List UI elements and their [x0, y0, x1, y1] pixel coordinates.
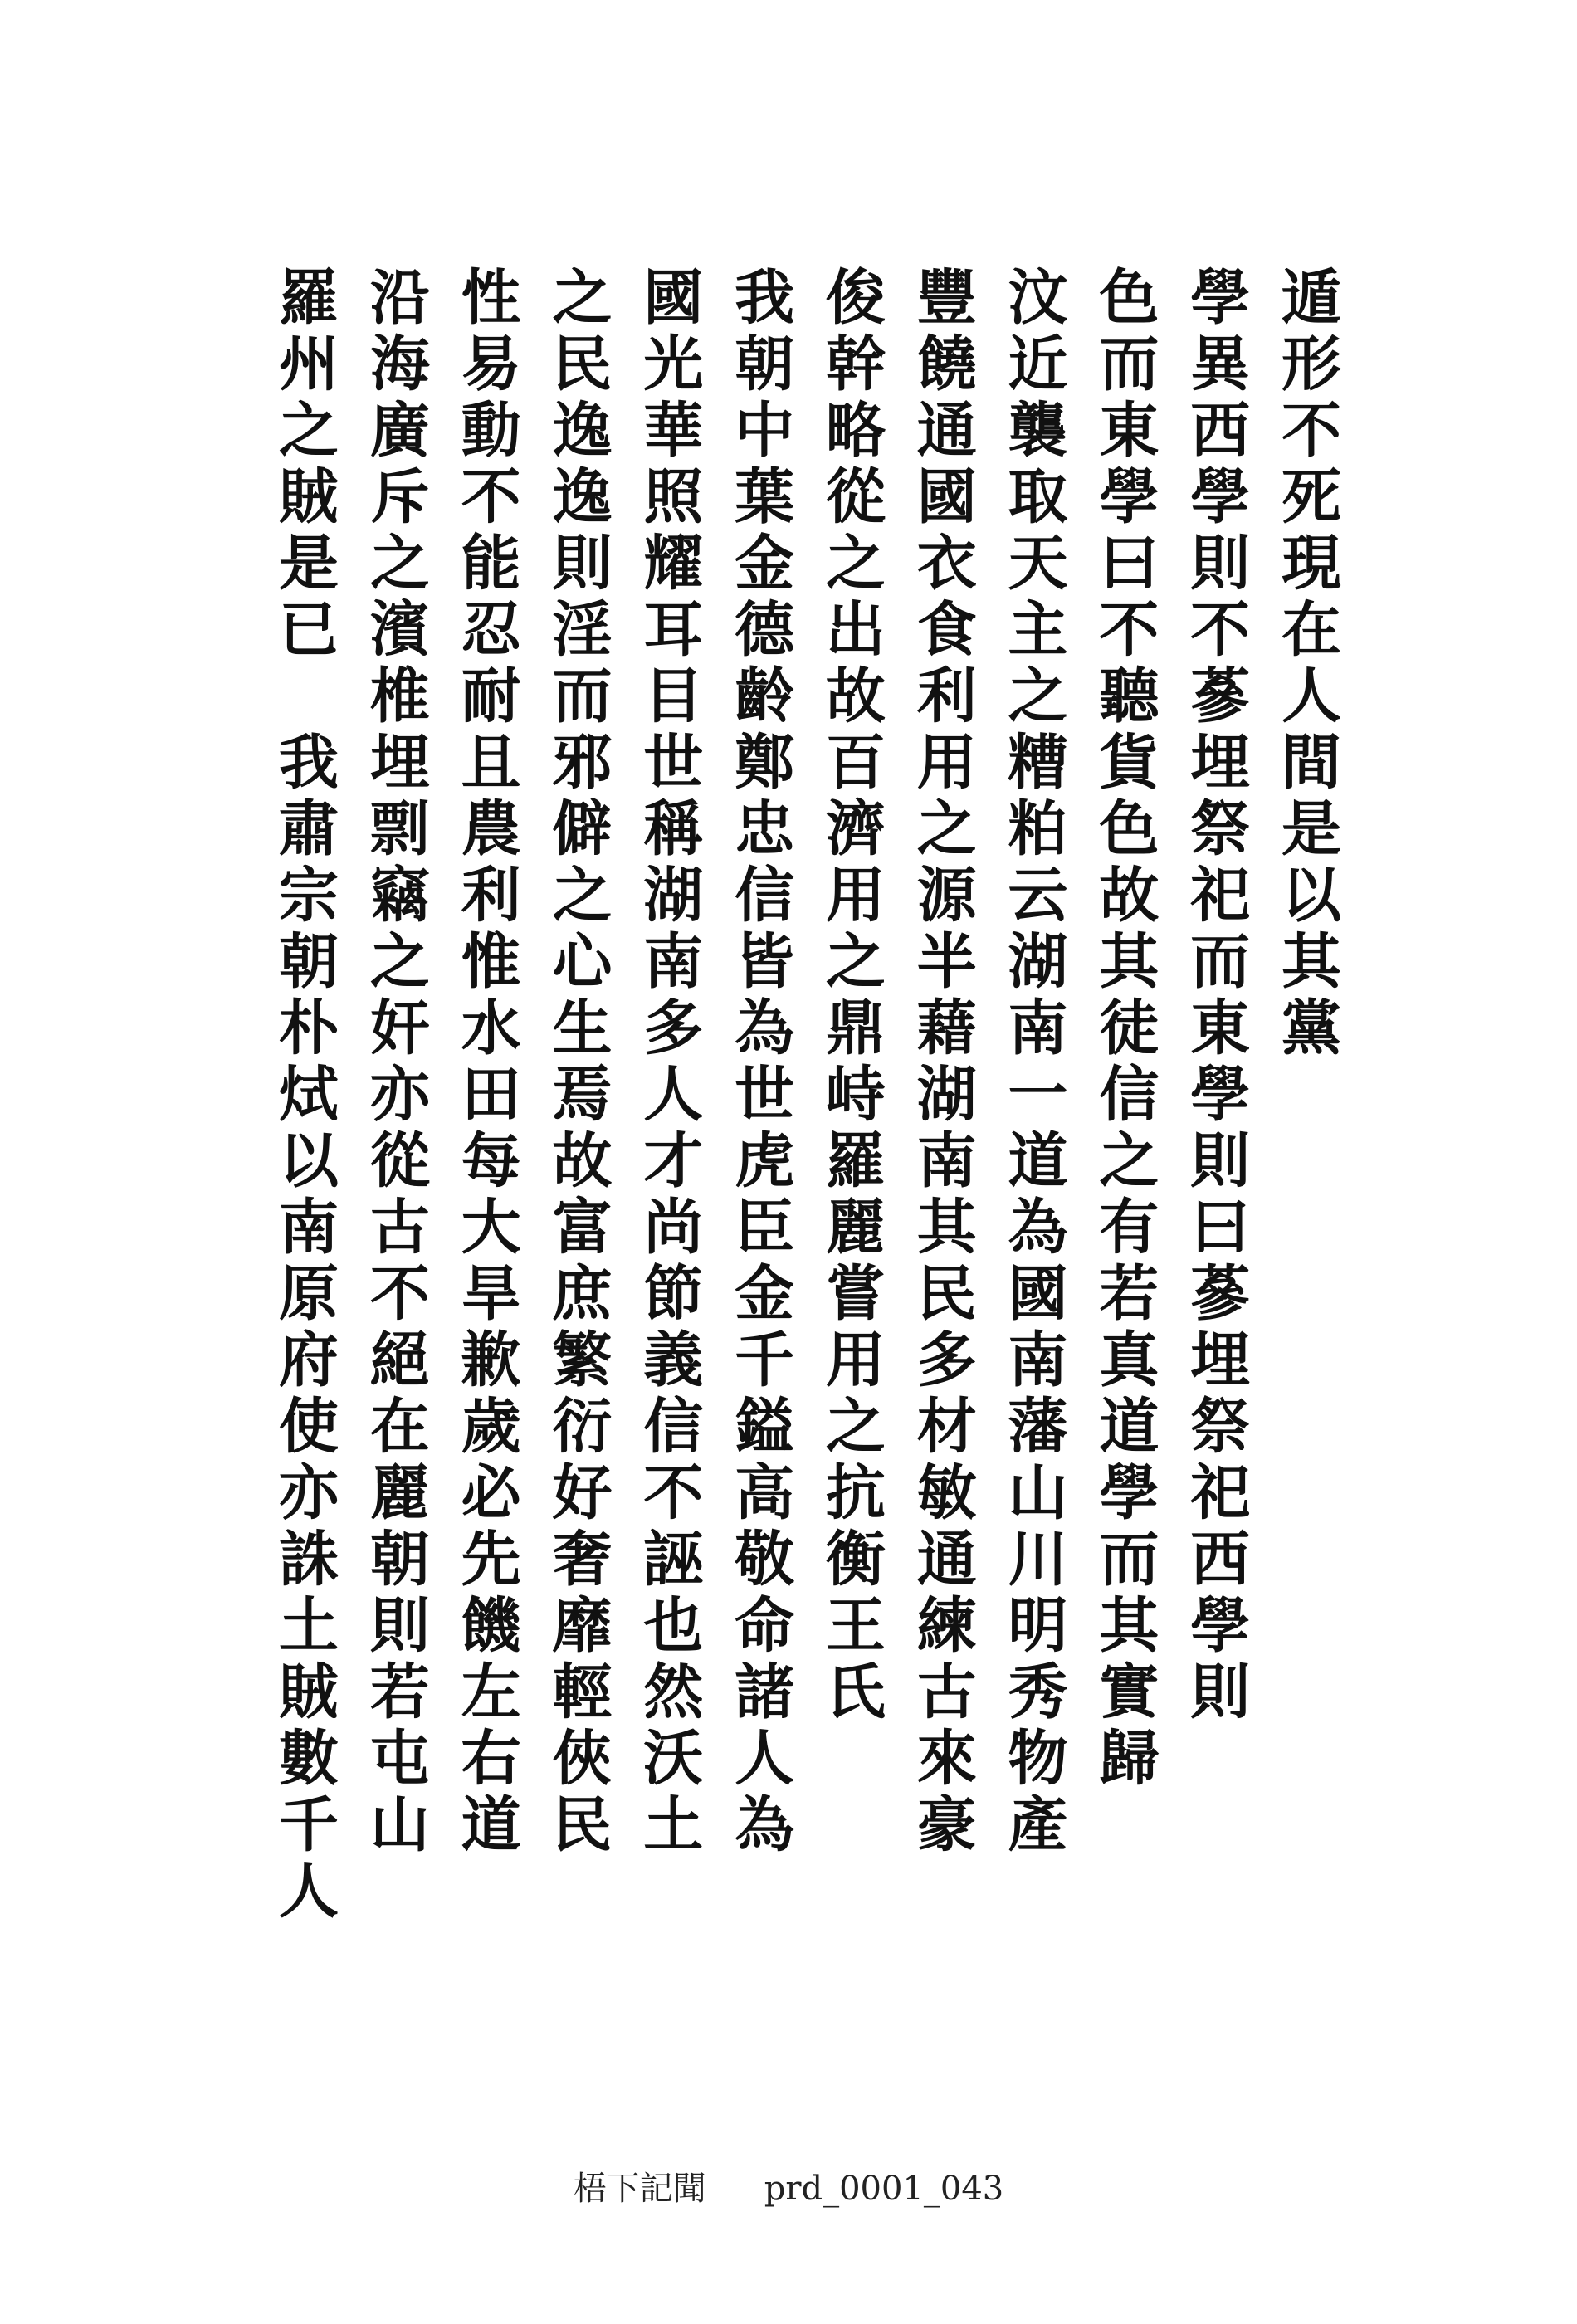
text-column-10: 性易動不能忍耐且農利惟水田每大旱歉歲必先饑左右道 [451, 266, 522, 1859]
text-column-5: 豐饒通國衣食利用之源半藉湖南其民多材敏通練古來豪 [906, 266, 978, 1859]
text-column-11: 沿海廣斥之濱椎埋剽竊之奸亦從古不絕在麗朝則若屯山 [359, 266, 431, 1859]
footer-page-id: prd_0001_043 [764, 2170, 1004, 2208]
text-column-7: 我朝中葉金德齡鄭忠信皆為世虎臣金千鎰高敬命諸人為 [725, 266, 796, 1859]
text-column-2: 學異西學則不蔘埋祭祀而東學則曰蔘埋祭祀西學則 [1180, 266, 1252, 1726]
text-column-1: 遁形不死現在人間是以其黨 [1271, 266, 1342, 1062]
text-column-3: 色而東學曰不聽貨色故其徒信之有若真道學而其實歸 [1089, 266, 1160, 1793]
text-column-8: 國光華照耀耳目世稱湖南多人才尚節義信不誣也然沃土 [633, 266, 705, 1859]
page-footer [0, 2162, 1577, 2209]
text-column-12: 羅州之賊是已 我肅宗朝朴烒以南原府使亦誅土賊數千人 [269, 266, 339, 1926]
manuscript-text-block [269, 266, 1342, 1926]
text-column-4: 汶近襲取天主之糟粕云湖南一道為國南藩山川明秀物產 [998, 266, 1069, 1859]
footer-title: 梧下記聞 [573, 2170, 706, 2208]
text-column-9: 之民逸逸則淫而邪僻之心生焉故富庶繁衍好奢靡輕俠民 [542, 266, 613, 1859]
text-column-6: 俊幹略從之出故百濟用之鼎峙羅麗嘗用之抗衡王氏 [815, 266, 886, 1726]
